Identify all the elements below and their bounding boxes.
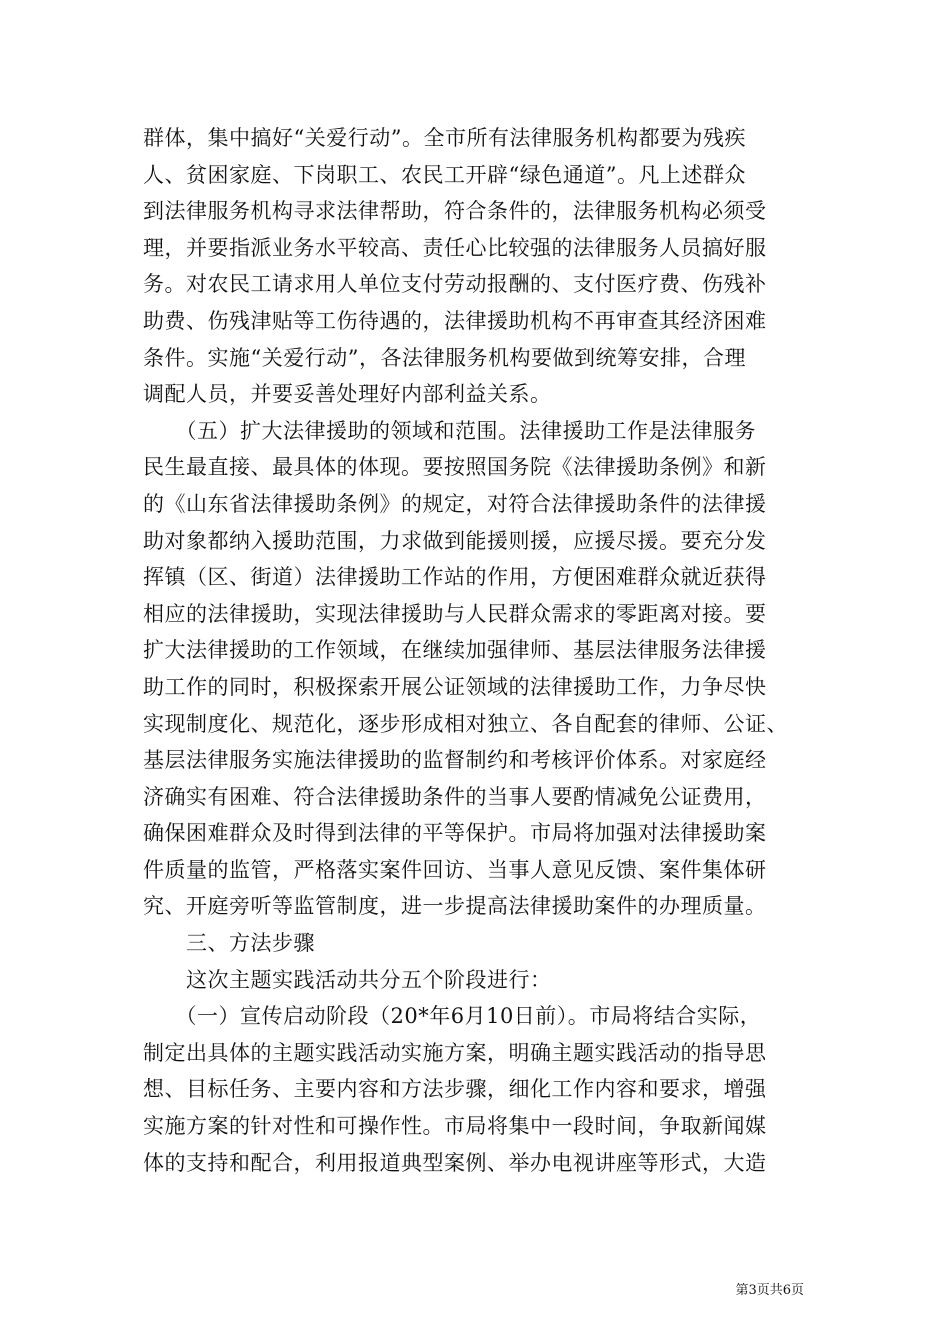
text-line: 助费、伤残津贴等工伤待遇的，法律援助机构不再审查其经济困难: [143, 308, 767, 333]
text-line: 基层法律服务实施法律援助的监督制约和考核评价体系。对家庭经: [143, 748, 767, 773]
text-line: （一）宣传启动阶段（20*年6月10日前）。市局将结合实际，: [143, 1004, 762, 1029]
text-line: 济确实有困难、符合法律援助条件的当事人要酌情减免公证费用，: [143, 784, 767, 809]
text-line: 助对象都纳入援助范围，力求做到能援则援，应援尽援。要充分发: [143, 528, 767, 553]
text-line: 实现制度化、规范化，逐步形成相对独立、各自配套的律师、公证、: [143, 711, 788, 736]
text-line: 究、开庭旁听等监管制度，进一步提高法律援助案件的办理质量。: [143, 894, 767, 919]
text-line: 群体，集中搞好“关爱行动”。全市所有法律服务机构都要为残疾: [143, 126, 746, 150]
text-line: （五）扩大法律援助的领域和范围。法律援助工作是法律服务: [143, 418, 756, 443]
text-line: 体的支持和配合，利用报道典型案例、举办电视讲座等形式，大造: [143, 1150, 767, 1175]
text-line: 件质量的监管，严格落实案件回访、当事人意见反馈、案件集体研: [143, 857, 767, 882]
text-line: 三、方法步骤: [143, 931, 315, 956]
text-line: 务。对农民工请求用人单位支付劳动报酬的、支付医疗费、伤残补: [143, 272, 767, 297]
body-text: [143, 120, 823, 1181]
text-line: 这次主题实践活动共分五个阶段进行：: [143, 967, 552, 992]
text-line: 助工作的同时，积极探索开展公证领域的法律援助工作，力争尽快: [143, 674, 767, 699]
text-line: 实施方案的针对性和可操作性。市局将集中一段时间，争取新闻媒: [143, 1114, 767, 1139]
text-line: 确保困难群众及时得到法律的平等保护。市局将加强对法律援助案: [143, 821, 767, 846]
text-line: 相应的法律援助，实现法律援助与人民群众需求的零距离对接。要: [143, 601, 767, 626]
text-line: 理，并要指派业务水平较高、责任心比较强的法律服务人员搞好服: [143, 235, 767, 260]
text-line: 人、贫困家庭、下岗职工、农民工开辟“绿色通道”。凡上述群众: [143, 162, 746, 187]
text-line: 扩大法律援助的工作领域，在继续加强律师、基层法律服务法律援: [143, 638, 767, 663]
text-line: 条件。实施“关爱行动”，各法律服务机构要做到统筹安排，合理: [143, 345, 746, 370]
text-line: 挥镇（区、街道）法律援助工作站的作用，方便困难群众就近获得: [143, 565, 767, 590]
text-line: 调配人员，并要妥善处理好内部利益关系。: [143, 382, 552, 407]
text-line: 的《山东省法律援助条例》的规定，对符合法律援助条件的法律援: [143, 491, 767, 516]
page-number-footer: 第3页共6页: [735, 1283, 804, 1298]
text-line: 制定出具体的主题实践活动实施方案，明确主题实践活动的指导思: [143, 1040, 767, 1065]
text-line: 民生最直接、最具体的体现。要按照国务院《法律援助条例》和新: [143, 455, 767, 480]
text-line: 想、目标任务、主要内容和方法步骤，细化工作内容和要求，增强: [143, 1077, 767, 1102]
text-line: 到法律服务机构寻求法律帮助，符合条件的，法律服务机构必须受: [143, 199, 767, 224]
